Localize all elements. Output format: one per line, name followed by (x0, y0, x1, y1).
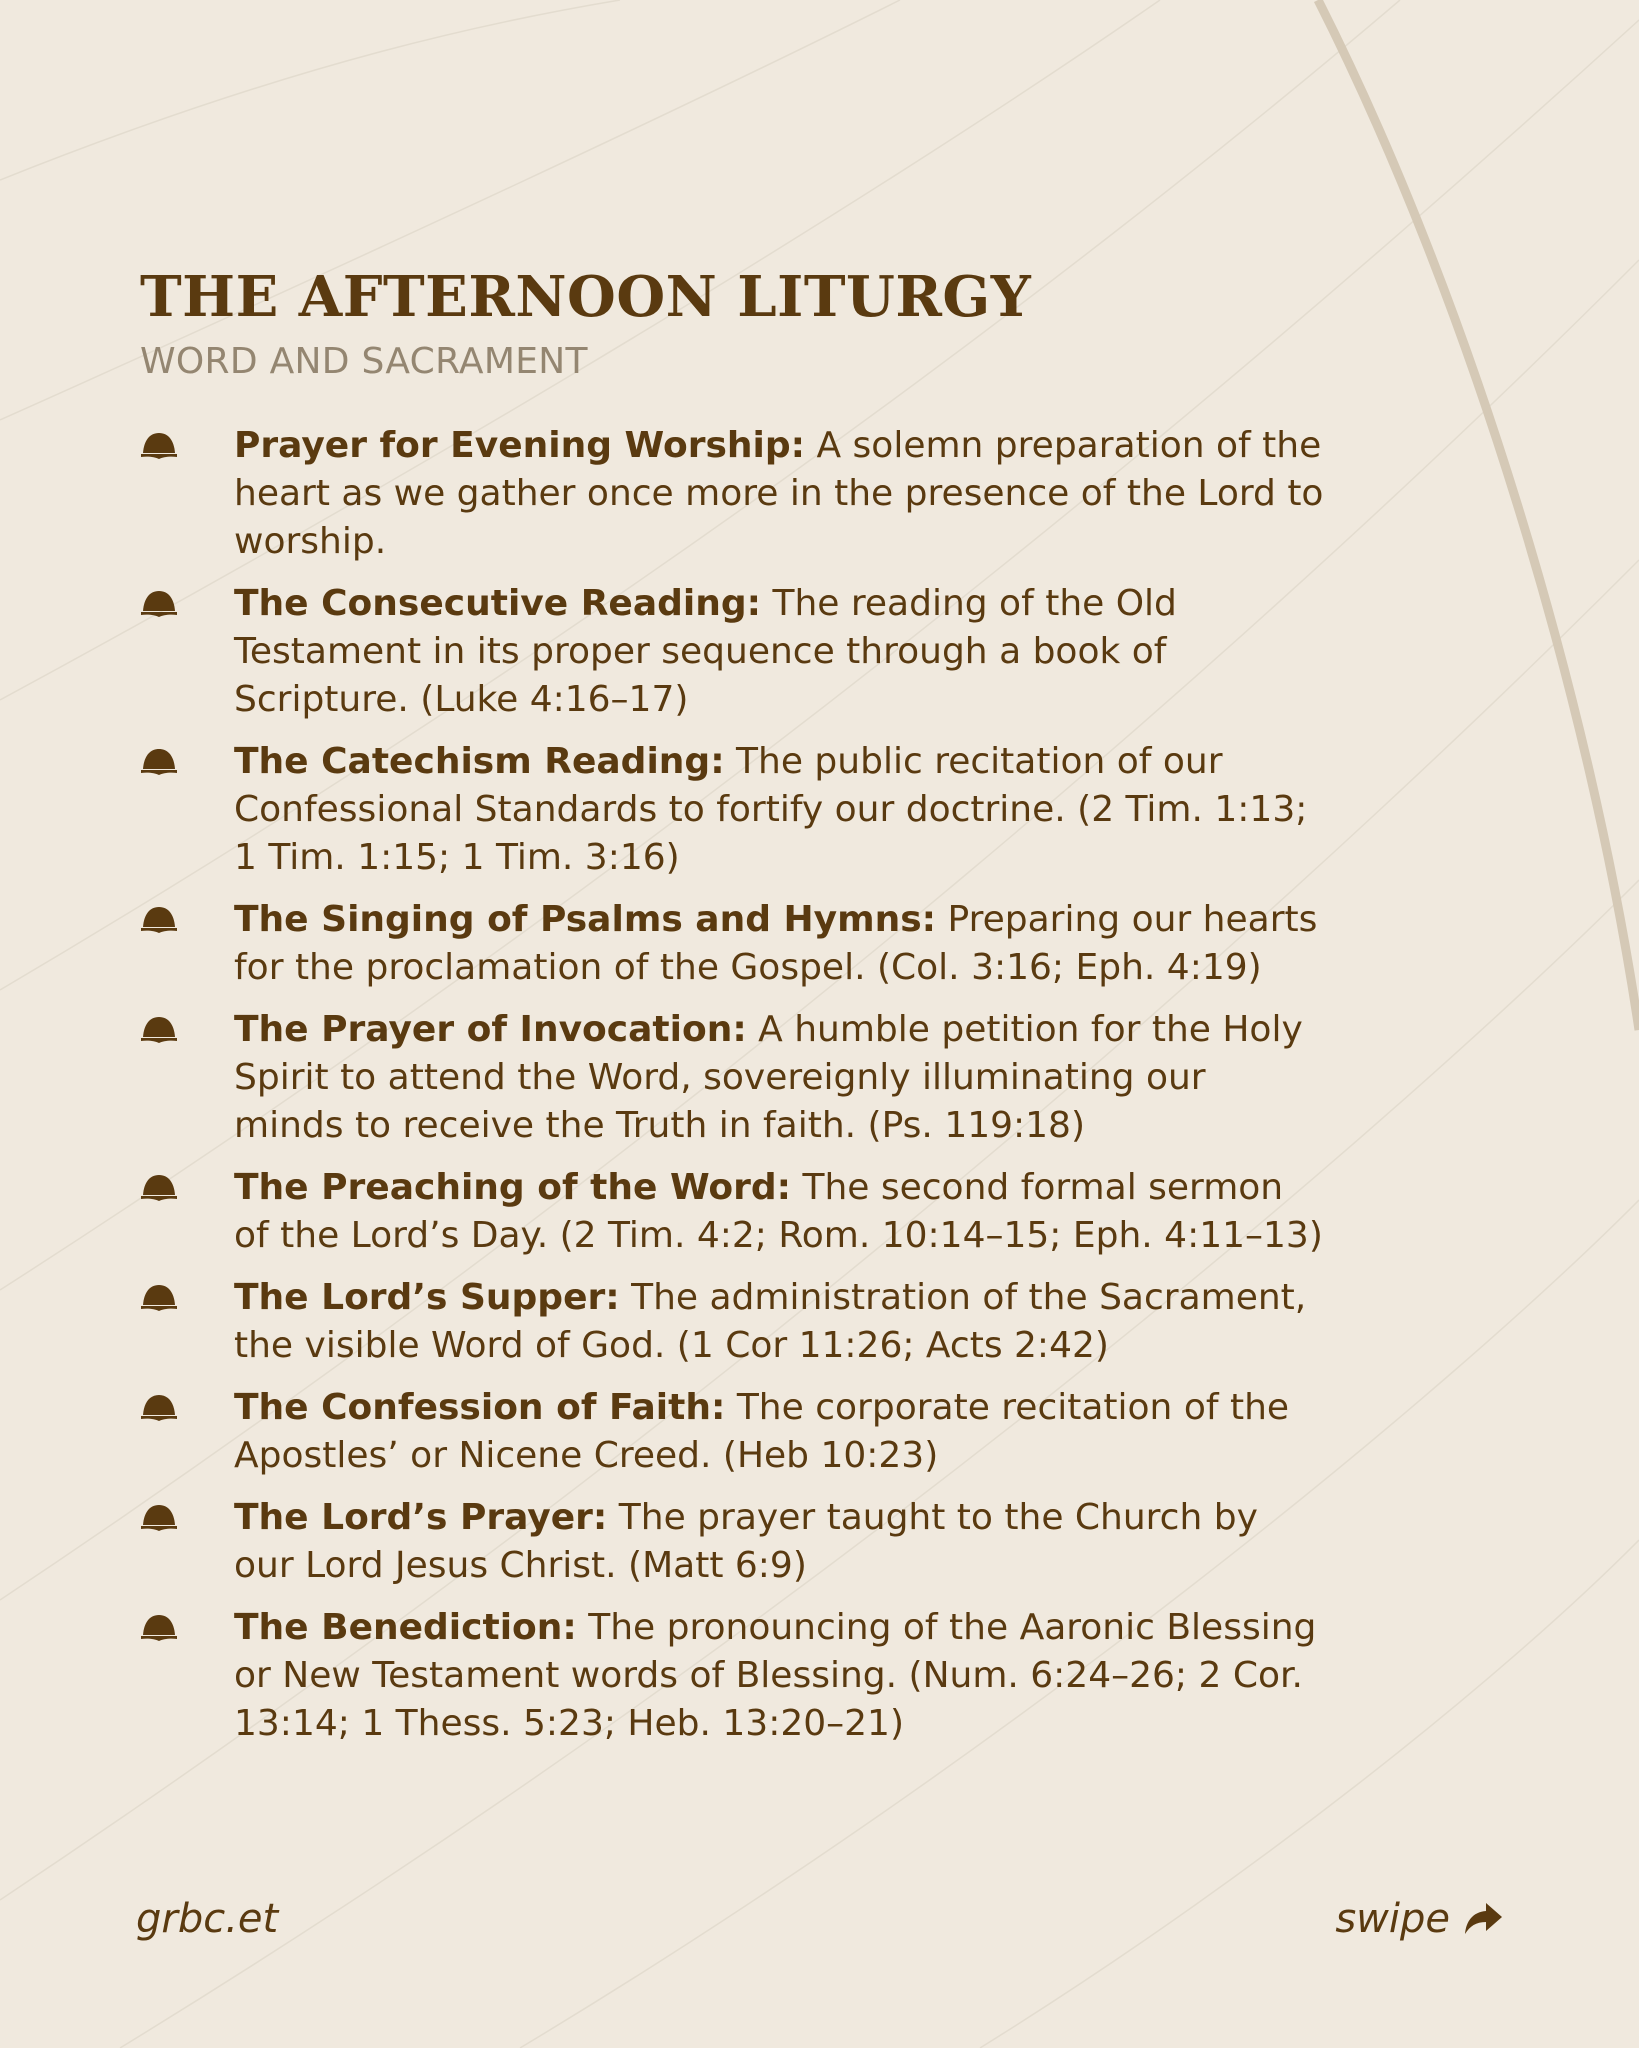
item-term: The Benediction: (234, 1607, 577, 1648)
open-book-icon (140, 1282, 178, 1312)
open-book-icon (140, 1172, 178, 1202)
list-item (140, 1494, 1324, 1590)
liturgy-list (140, 422, 1440, 1748)
open-book-icon (140, 746, 178, 776)
main-content (140, 262, 1440, 1762)
open-book-icon (140, 1014, 178, 1044)
item-term: The Confession of Faith: (234, 1387, 726, 1428)
item-description: Preparing our hearts for the proclamation of the Gospel. (Col. 3:16; Eph. 4:19) (234, 899, 1318, 988)
open-book-icon (140, 1502, 178, 1532)
list-item (140, 1604, 1324, 1748)
item-term: The Lord’s Supper: (234, 1277, 620, 1318)
list-item (140, 580, 1324, 724)
page-title: THE AFTERNOON LITURGY (140, 264, 1032, 330)
item-description: The reading of the Old Testament in its proper sequence through a book of Scripture. (Luke 4:16–17) (234, 583, 1177, 720)
page-subtitle: WORD AND SACRAMENT (140, 341, 588, 382)
open-book-icon (140, 588, 178, 618)
website-link[interactable]: grbc.et (136, 1896, 279, 1942)
item-description: The second formal sermon of the Lord’s Day. (2 Tim. 4:2; Rom. 10:14–15; Eph. 4:11–13) (234, 1167, 1323, 1256)
item-term: The Singing of Psalms and Hymns: (234, 899, 937, 940)
list-item (140, 1274, 1324, 1370)
list-item (140, 738, 1324, 882)
swipe-label: swipe (1335, 1896, 1450, 1942)
item-description: The prayer taught to the Church by our Lord Jesus Christ. (Matt 6:9) (234, 1497, 1258, 1586)
item-description: The corporate recitation of the Apostles’ or Nicene Creed. (Heb 10:23) (234, 1387, 1290, 1476)
item-term: The Lord’s Prayer: (234, 1497, 608, 1538)
open-book-icon (140, 1392, 178, 1422)
item-description: A humble petition for the Holy Spirit to attend the Word, sovereignly illuminating our minds to receive the Truth in faith. (Ps. 119:18) (234, 1009, 1303, 1146)
share-arrow-icon (1462, 1901, 1504, 1937)
item-description: The pronouncing of the Aaronic Blessing or New Testament words of Blessing. (Num. 6:24–26; 2 Cor. 13:14; 1 Thess. 5:23; Heb. 13:20–21) (234, 1607, 1317, 1744)
open-book-icon (140, 904, 178, 934)
list-item (140, 1164, 1324, 1260)
item-description: The administration of the Sacrament, the visible Word of God. (1 Cor 11:26; Acts 2:42) (234, 1277, 1307, 1366)
item-term: The Prayer of Invocation: (234, 1009, 747, 1050)
open-book-icon (140, 1612, 178, 1642)
item-term: The Catechism Reading: (234, 741, 725, 782)
list-item (140, 896, 1324, 992)
list-item (140, 1006, 1324, 1150)
item-term: Prayer for Evening Worship: (234, 425, 806, 466)
list-item (140, 1384, 1324, 1480)
list-item (140, 422, 1324, 566)
open-book-icon (140, 430, 178, 460)
item-term: The Preaching of the Word: (234, 1167, 792, 1208)
item-term: The Consecutive Reading: (234, 583, 762, 624)
item-description: The public recitation of our Confessional Standards to fortify our doctrine. (2 Tim. 1:13; 1 Tim. 1:15; 1 Tim. 3:16) (234, 741, 1308, 878)
item-description: A solemn preparation of the heart as we gather once more in the presence of the Lord to worship. (234, 425, 1324, 562)
swipe-button[interactable] (1335, 1896, 1504, 1942)
